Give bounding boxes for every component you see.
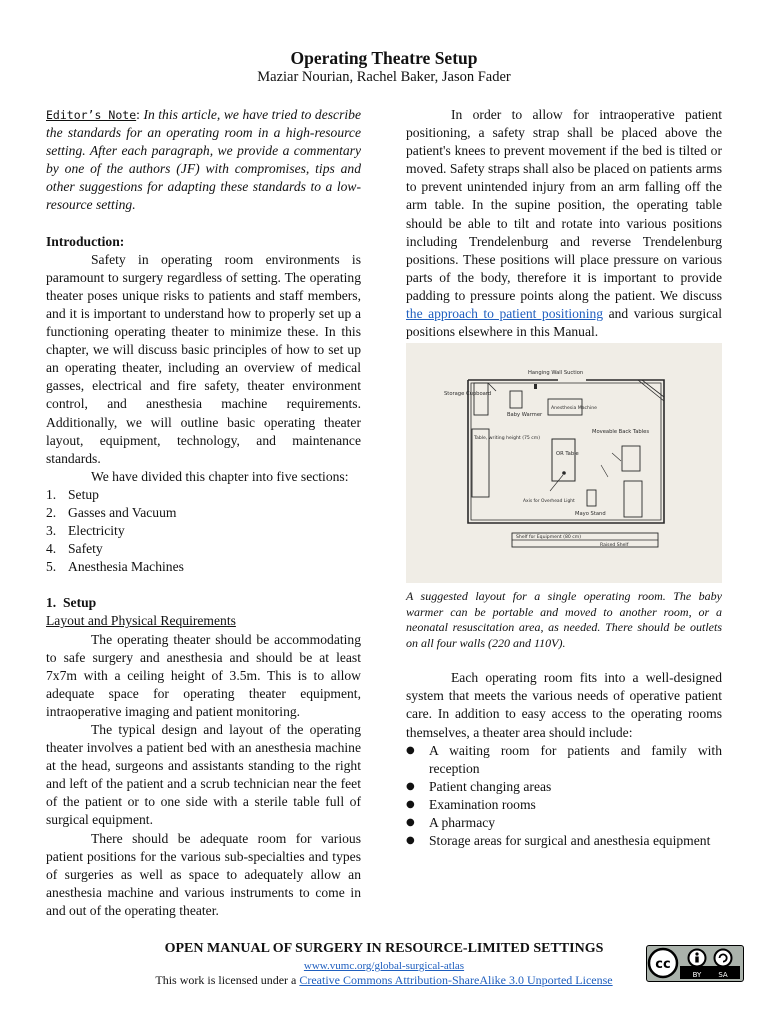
setup-paragraph-1: The operating theater should be accommodating to safe surgery and anesthesia and should be at least 7x7m with a ceiling height of 3.5m. This is to allow adequate space for operating theater equipment, intraoperative imaging and patient monitoring. (46, 631, 361, 719)
list-item: 2. Gasses and Vacuum (46, 504, 177, 520)
list-item: ● Examination rooms (406, 796, 536, 812)
label-shelf-equipment: Shelf for Equipment (80 cm) (516, 535, 582, 541)
footer-title: OPEN MANUAL OF SURGERY IN RESOURCE-LIMITED SETTINGS (164, 941, 604, 956)
setup-paragraph-4: In order to allow for intraoperative patient positioning, a safety strap shall be placed above the patient's knees to prevent movement if the bed is tilted or moved. Safety straps shall also be placed on patients arms to prevent unintended injury from an arm falling off the arm table. In the supine position, the operating table should be able to tilt and rotate into various positions including Trendelenburg and reverse Trendelenburg positions. These positions will place pressure on various parts of the body, therefore it is important to provide padding to pressure points along the patient. We discuss the approach to patient positioning and various surgical positions elsewhere in this Manual. (406, 107, 722, 340)
setup-paragraph-2: The typical design and layout of the operating theater involves a patient bed with an anesthesia machine at the head, surgeons and assistants standing to the right and left of the patient and a scrub technician near the feet of the patient or to one side with a sterile table full of surgical equipment. (46, 722, 361, 828)
list-item: ● Storage areas for surgical and anesthesia equipment (406, 833, 711, 849)
label-anesthesia-machine: Anesthesia Machine (551, 406, 597, 412)
right-column (406, 106, 722, 850)
introduction-heading: Introduction: (46, 233, 125, 249)
authors: Maziar Nourian, Rachel Baker, Jason Fader (257, 69, 511, 85)
or-layout-figure (406, 343, 722, 583)
section-list (46, 486, 361, 576)
theater-area-list (406, 742, 722, 851)
label-moveable-back-tables: Moveable Back Tables (592, 429, 650, 436)
list-item: ● A pharmacy (406, 814, 496, 830)
label-axis-light: Axis for Overhead Light (523, 499, 575, 505)
cupboard-door-line (488, 383, 496, 391)
label-table-writing: Table, writing height (75 cm) (474, 436, 541, 442)
cc-by-sa-icon (647, 946, 742, 980)
list-item: 3. Electricity (46, 523, 125, 539)
baby-warmer-shape (510, 391, 522, 408)
suction-icon (534, 384, 537, 389)
left-column (46, 106, 361, 920)
list-item: 1. Setup (46, 486, 99, 502)
label-hanging-suction: Hanging Wall Suction (528, 370, 584, 377)
intro-paragraph-1: Safety in operating room environments is paramount to surgery regardless of setting. The operating theater poses unique risks to patients and staff members, and it is important to understand how to properly set up a functioning operating theater to minimize these. In this chapter, we will discuss basic principles of how to set up an operating theater, including an overview of medical gasses, electrical and fire safety, theater environment control, and anesthesia machine requirements. Additionally, we will outline basic operating theater layout, equipment, technology, and maintenance standards. (46, 251, 361, 466)
back-table-1 (622, 446, 640, 471)
label-baby-warmer: Baby Warmer (507, 412, 543, 419)
storage-cupboard-shape (474, 383, 488, 415)
figure-caption: A suggested layout for a single operating room. The baby warmer can be portable and moved to another room, or a neonatal resuscitation area, as needed. There should be outlets on all four walls (220 and 110V). (406, 589, 722, 650)
intro-paragraph-2: We have divided this chapter into five sections: (91, 468, 349, 484)
or-layout-diagram (406, 343, 722, 583)
list-item: 4. Safety (46, 541, 103, 557)
badge-sa-text: SA (718, 971, 728, 979)
back-table-2 (624, 481, 642, 517)
cc-license-badge[interactable] (646, 945, 744, 982)
list-item: 5. Anesthesia Machines (46, 559, 184, 575)
editor-note-text: In this article, we have tried to describe the standards for an operating room in a high-resource setting. After each paragraph, we provide a commentary by one of the authors (JF) with compromises, tips and other suggestions for adapting these standards to a low-resource setting. (46, 107, 361, 213)
license-link[interactable]: Creative Commons Attribution-ShareAlike 3.0 Unported License (299, 973, 613, 987)
instrument-line (601, 465, 608, 477)
editor-note-label: Editor’s Note (46, 108, 137, 122)
label-mayo-stand: Mayo Stand (575, 511, 606, 518)
editor-note: Editor’s Note: In this article, we have tried to describe the standards for an operating room in a high-resource setting. After each paragraph, we provide a commentary by one of the authors (JF) with compromises, tips and other suggestions for adapting these standards to a low-resource setting. (46, 107, 361, 213)
list-item: ● Patient changing areas (406, 778, 552, 794)
setup-paragraph-3: There should be adequate room for various patient positions for the various sub-specialties and types of surgeries as well as space to adequately allow an anesthesia machine and various instruments to come in and out of the operating theater. (46, 830, 361, 918)
list-item: ● A waiting room for patients and family with reception (406, 742, 722, 776)
mayo-stand-shape (587, 490, 596, 506)
setup-paragraph-5: Each operating room fits into a well-designed system that meets the various needs of operative patient care. In addition to easy access to the operating rooms themselves, a theater area should include: (406, 670, 722, 740)
back-tables-pointer (612, 453, 621, 461)
overhead-light-axis (562, 471, 566, 475)
badge-by-text: BY (692, 971, 702, 979)
label-or-table: OR Table (556, 451, 579, 458)
svg-text:cc: cc (655, 957, 671, 972)
patient-positioning-link[interactable]: the approach to patient positioning (406, 306, 604, 322)
setup-subheading: Layout and Physical Requirements (46, 613, 236, 629)
setup-heading: 1. Setup (46, 595, 97, 611)
label-raised-shelf: Raised Shelf (600, 543, 629, 549)
footer-license: This work is licensed under a Creative Commons Attribution-ShareAlike 3.0 Unported License (155, 973, 613, 987)
label-storage: Storage Cupboard (444, 391, 492, 398)
footer-url-link[interactable]: www.vumc.org/global-surgical-atlas (303, 960, 465, 972)
page-title: Operating Theatre Setup (290, 48, 478, 68)
